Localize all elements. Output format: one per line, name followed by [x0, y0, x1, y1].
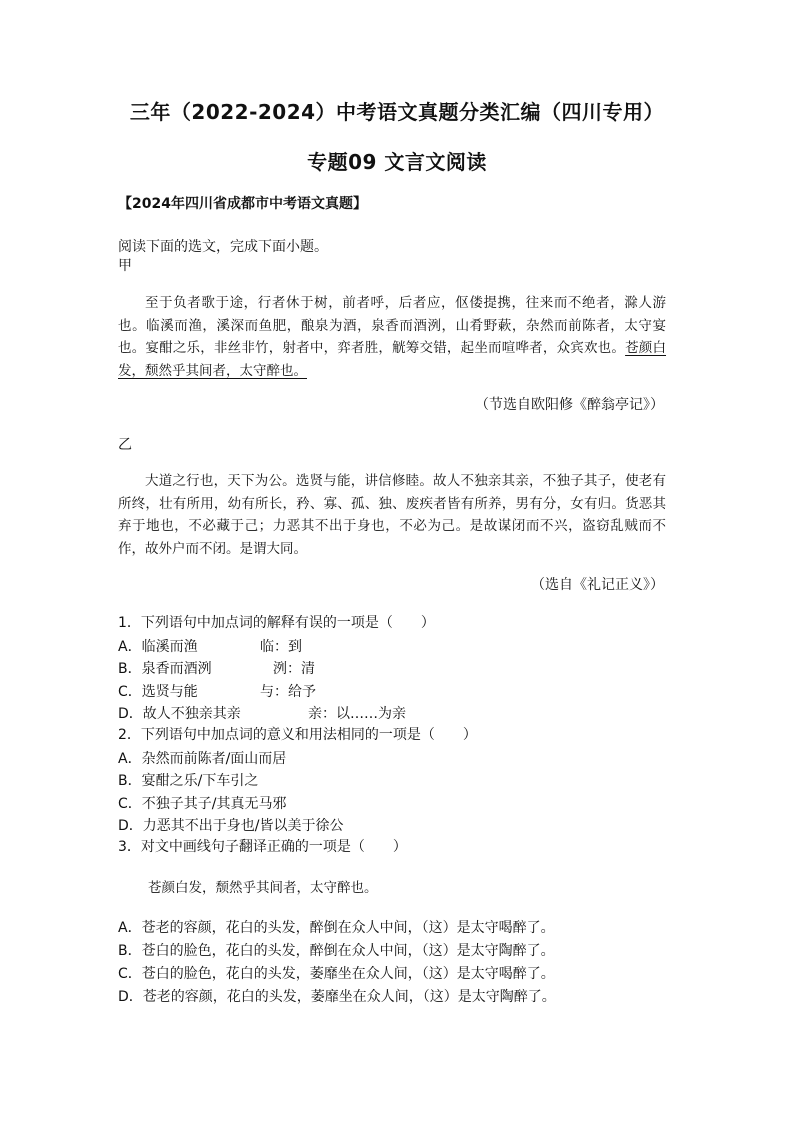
- question-3-quoted-sentence: 苍颜白发，颓然乎其间者，太守醉也。: [148, 880, 378, 896]
- passage-a-underlined-sentence: 苍颜白发，颓然乎其间者，太守醉也。: [118, 340, 667, 379]
- instruction-text: 阅读下面的选文，完成下面小题。: [118, 239, 328, 255]
- question-2-option-d: D．力恶其不出于身也/皆以美于徐公: [118, 818, 344, 834]
- option-gloss: 亲：以……为亲: [308, 706, 406, 722]
- option-text: D．故人不独亲其亲: [118, 706, 241, 722]
- passage-b-label: 乙: [118, 437, 132, 453]
- question-3-option-c: C．苍白的脸色，花白的头发，萎靡坐在众人间，（这）是太守喝醉了。: [118, 966, 555, 982]
- option-text: B．泉香而酒洌: [118, 661, 212, 677]
- option-gloss: 与：给予: [260, 684, 316, 700]
- question-1-stem: 1．下列语句中加点词的解释有误的一项是（ ）: [118, 615, 435, 631]
- question-1-option-a: [118, 636, 302, 656]
- passage-a-body: 至于负者歌于途，行者休于树，前者呼，后者应，伛偻提携，往来而不绝者，滁人游也。临溪而渔，溪深而鱼肥，酿泉为酒，泉香而酒洌，山肴野蔌，杂然而前陈者，太守宴也。宴酣之乐，非丝非竹，射者中，弈者胜，觥筹交错，起坐而喧哗者，众宾欢也。: [118, 295, 666, 356]
- option-text: A．临溪而渔: [118, 639, 198, 655]
- passage-a-text: [118, 292, 666, 382]
- passage-b-text: 大道之行也，天下为公。选贤与能，讲信修睦。故人不独亲其亲，不独子其子，使老有所终，壮有所用，幼有所长，矜、寡、孤、独、废疾者皆有所养，男有分，女有归。货恶其弃于地也，不必藏于己；力恶其不出于身也，不必为己。是故谋闭而不兴，盗窃乱贼而不作，故外户而不闭。是谓大同。: [118, 473, 666, 557]
- question-3-stem: 3．对文中画线句子翻译正确的一项是（ ）: [118, 839, 407, 855]
- question-3-option-d: D．苍老的容颜，花白的头发，萎靡坐在众人间，（这）是太守陶醉了。: [118, 989, 556, 1005]
- question-1-option-d: [118, 703, 406, 723]
- option-gloss: 临：到: [260, 639, 302, 655]
- passage-b-source: （选自《礼记正义》）: [531, 577, 664, 593]
- question-2-stem: 2．下列语句中加点词的意义和用法相同的一项是（ ）: [118, 727, 477, 743]
- question-1-option-b: [118, 658, 315, 678]
- question-2-option-c: C．不独子其子/其真无马邪: [118, 796, 287, 812]
- document-subtitle: 专题09 文言文阅读: [307, 150, 487, 174]
- section-heading: 【2024年四川省成都市中考语文真题】: [118, 196, 367, 212]
- question-3-option-a: A．苍老的容颜，花白的头发，醉倒在众人中间，（这）是太守喝醉了。: [118, 920, 555, 936]
- passage-a-label: 甲: [118, 258, 132, 274]
- option-gloss: 洌：清: [273, 661, 315, 677]
- document-title: 三年（2022-2024）中考语文真题分类汇编（四川专用）: [129, 100, 665, 124]
- option-text: C．选贤与能: [118, 684, 198, 700]
- question-1-option-c: [118, 681, 316, 701]
- question-3-option-b: B．苍白的脸色，花白的头发，醉倒在众人中间，（这）是太守陶醉了。: [118, 943, 555, 959]
- question-2-option-b: B．宴酣之乐/下车引之: [118, 773, 259, 789]
- passage-a-source: （节选自欧阳修《醉翁亭记》）: [475, 397, 664, 413]
- question-2-option-a: A．杂然而前陈者/面山而居: [118, 751, 287, 767]
